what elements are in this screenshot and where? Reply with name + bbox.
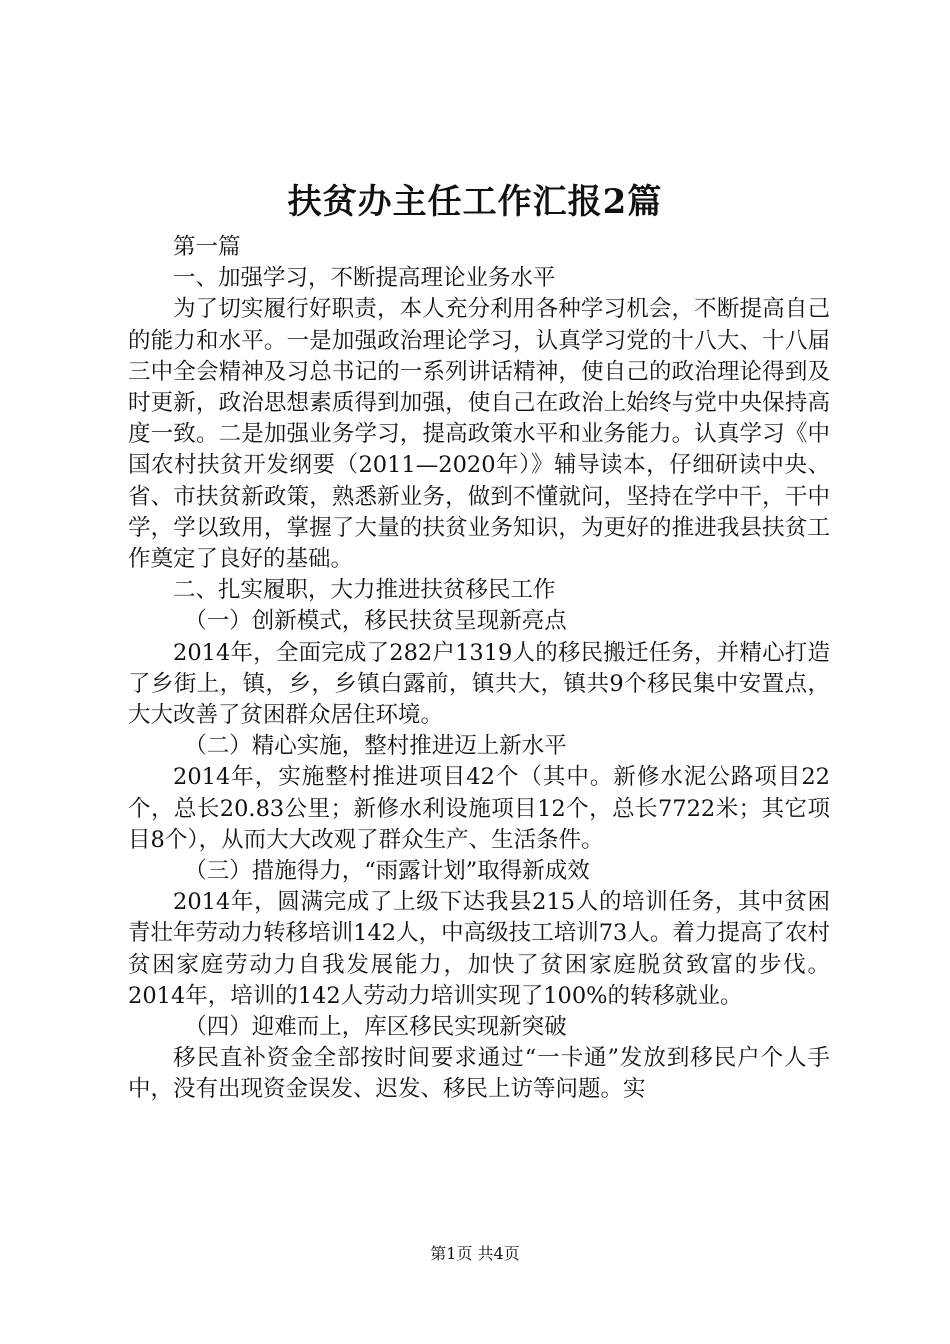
heading-strengthen-study: 一、加强学习，不断提高理论业务水平 — [173, 265, 556, 292]
paragraph-training: 2014年，圆满完成了上级下达我县215人的培训任务，其中贫困青壮年劳动力转移培训142人，中高级技工培训73人。着力提高了农村贫困家庭劳动力自我发展能力，加快了贫困家庭脱贫致富的步伐。2014年，培训的142人劳动力培训实现了100%的转移就业。 — [128, 889, 830, 1009]
document-body — [128, 232, 830, 1106]
page-number-footer: 第1页 共4页 — [430, 1244, 520, 1263]
subheading-reservoir-migrants: （四）迎难而上，库区移民实现新突破 — [184, 1014, 567, 1041]
paragraph-study: 为了切实履行好职责，本人充分利用各种学习机会，不断提高自己的能力和水平。一是加强政治理论学习，认真学习党的十八大、十八届三中全会精神及习总书记的一系列讲话精神，使自己的政治理论得到及时更新，政治思想素质得到加强，使自己在政治上始终与党中央保持高度一致。二是加强业务学习，提高政策水平和业务能力。认真学习《中国农村扶贫开发纲要（2011—2020年）》辅导读本，仔细研读中央、省、市扶贫新政策，熟悉新业务，做到不懂就问，坚持在学中干，干中学，学以致用，掌握了大量的扶贫业务知识，为更好的推进我县扶贫工作奠定了良好的基础。 — [128, 296, 830, 573]
paragraph-subsidy: 移民直补资金全部按时间要求通过“一卡通”发放到移民户个人手中，没有出现资金误发、迟发、移民上访等问题。实 — [128, 1045, 830, 1103]
heading-perform-duties: 二、扎实履职，大力推进扶贫移民工作 — [173, 577, 556, 604]
subheading-rain-dew-plan: （三）措施得力，“雨露计划”取得新成效 — [184, 858, 590, 885]
document-title: 扶贫办主任工作汇报2篇 — [287, 182, 663, 222]
paragraph-village-projects: 2014年，实施整村推进项目42个（其中。新修水泥公路项目22个，总长20.83公里；新修水利设施项目12个，总长7722米；其它项目8个），从而大大改观了群众生产、生活条件。 — [128, 764, 830, 853]
paragraph-relocation: 2014年，全面完成了282户1319人的移民搬迁任务，并精心打造了乡街上，镇，乡，乡镇白露前，镇共大，镇共9个移民集中安置点，大大改善了贫困群众居住环境。 — [128, 639, 830, 729]
subheading-whole-village: （二）精心实施，整村推进迈上新水平 — [184, 733, 567, 760]
section-heading-part-one: 第一篇 — [173, 234, 241, 260]
subheading-innovation-mode: （一）创新模式，移民扶贫呈现新亮点 — [184, 608, 567, 635]
